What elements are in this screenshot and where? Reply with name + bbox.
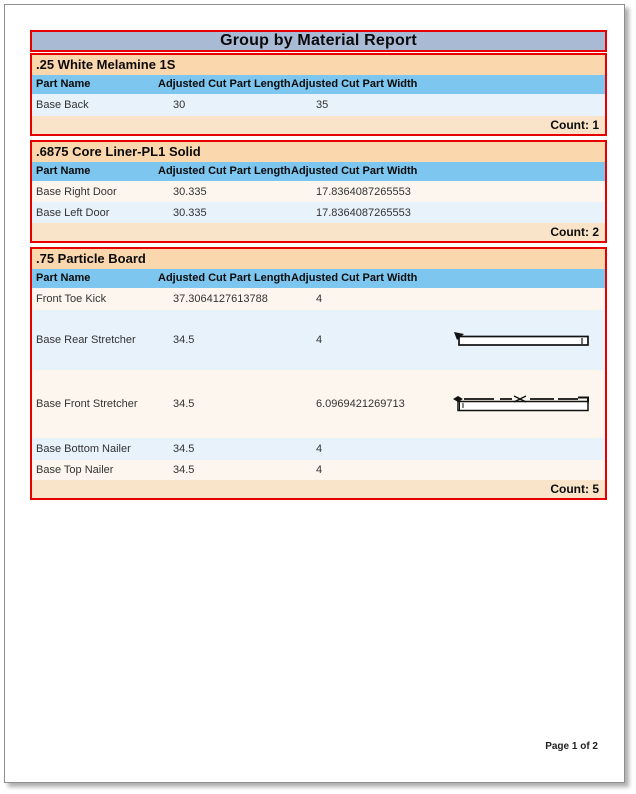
- column-header-length: Adjusted Cut Part Length: [158, 272, 291, 284]
- material-groups: [30, 53, 607, 500]
- part-length-cell: 34.5: [173, 443, 195, 455]
- group-rows: [32, 181, 605, 223]
- column-header-width: Adjusted Cut Part Width: [291, 272, 418, 284]
- part-row: [32, 438, 605, 460]
- group-count: Count: 5: [550, 482, 599, 496]
- part-width-cell: 4: [316, 293, 323, 305]
- report-title: Group by Material Report: [220, 32, 417, 49]
- column-header-part-name: Part Name: [36, 78, 91, 90]
- part-length-cell: 30: [173, 99, 186, 111]
- part-row: [32, 310, 605, 370]
- material-group-header: [32, 249, 605, 269]
- material-name: .75 Particle Board: [36, 251, 146, 266]
- material-group: [30, 247, 607, 500]
- column-header-part-name: Part Name: [36, 272, 91, 284]
- part-row: [32, 181, 605, 202]
- page-number: Page 1 of 2: [545, 741, 598, 752]
- part-name-cell: Base Front Stretcher: [36, 398, 138, 410]
- part-length-cell: 34.5: [173, 464, 195, 476]
- part-width-cell: 17.8364087265553: [316, 185, 411, 198]
- group-count: Count: 2: [550, 225, 599, 239]
- part-row: [32, 288, 605, 310]
- part-width-cell: 6.0969421269713: [316, 398, 405, 410]
- report-page: [4, 4, 625, 783]
- material-name: .6875 Core Liner-PL1 Solid: [36, 144, 201, 159]
- material-group-header: [32, 55, 605, 75]
- part-length-cell: 30.335: [173, 206, 207, 219]
- column-header-width: Adjusted Cut Part Width: [291, 165, 418, 177]
- column-header-length: Adjusted Cut Part Length: [158, 78, 291, 90]
- part-length-cell: 34.5: [173, 334, 195, 346]
- front-stretcher-drawing-icon: [452, 393, 594, 415]
- part-row: [32, 94, 605, 116]
- column-header-width: Adjusted Cut Part Width: [291, 78, 418, 90]
- part-width-cell: 4: [316, 443, 323, 455]
- part-width-cell: 4: [316, 464, 323, 476]
- column-header-part-name: Part Name: [36, 165, 91, 177]
- part-name-cell: Base Back: [36, 99, 89, 111]
- group-rows: [32, 288, 605, 480]
- report-body: [30, 30, 607, 500]
- group-count-row: [32, 116, 605, 134]
- part-width-cell: 4: [316, 334, 323, 346]
- part-length-cell: 30.335: [173, 185, 207, 198]
- rear-stretcher-drawing-icon: [454, 332, 594, 348]
- column-header-row: [32, 269, 605, 288]
- material-name: .25 White Melamine 1S: [36, 57, 176, 72]
- material-group: [30, 53, 607, 136]
- part-name-cell: Base Bottom Nailer: [36, 443, 131, 455]
- column-header-row: [32, 162, 605, 181]
- group-count-row: [32, 223, 605, 241]
- group-rows: [32, 94, 605, 116]
- part-length-cell: 34.5: [173, 398, 195, 410]
- group-count-row: [32, 480, 605, 498]
- part-name-cell: Front Toe Kick: [36, 293, 107, 305]
- part-name-cell: Base Left Door: [36, 206, 110, 219]
- part-name-cell: Base Top Nailer: [36, 464, 114, 476]
- group-count: Count: 1: [550, 118, 599, 132]
- report-title-bar: [30, 30, 607, 52]
- part-row: [32, 370, 605, 438]
- material-group-header: [32, 142, 605, 162]
- column-header-length: Adjusted Cut Part Length: [158, 165, 291, 177]
- column-header-row: [32, 75, 605, 94]
- part-width-cell: 35: [316, 99, 329, 111]
- part-length-cell: 37.3064127613788: [173, 293, 268, 305]
- part-width-cell: 17.8364087265553: [316, 206, 411, 219]
- part-name-cell: Base Right Door: [36, 185, 117, 198]
- part-row: [32, 460, 605, 480]
- part-name-cell: Base Rear Stretcher: [36, 334, 136, 346]
- material-group: [30, 140, 607, 243]
- part-row: [32, 202, 605, 223]
